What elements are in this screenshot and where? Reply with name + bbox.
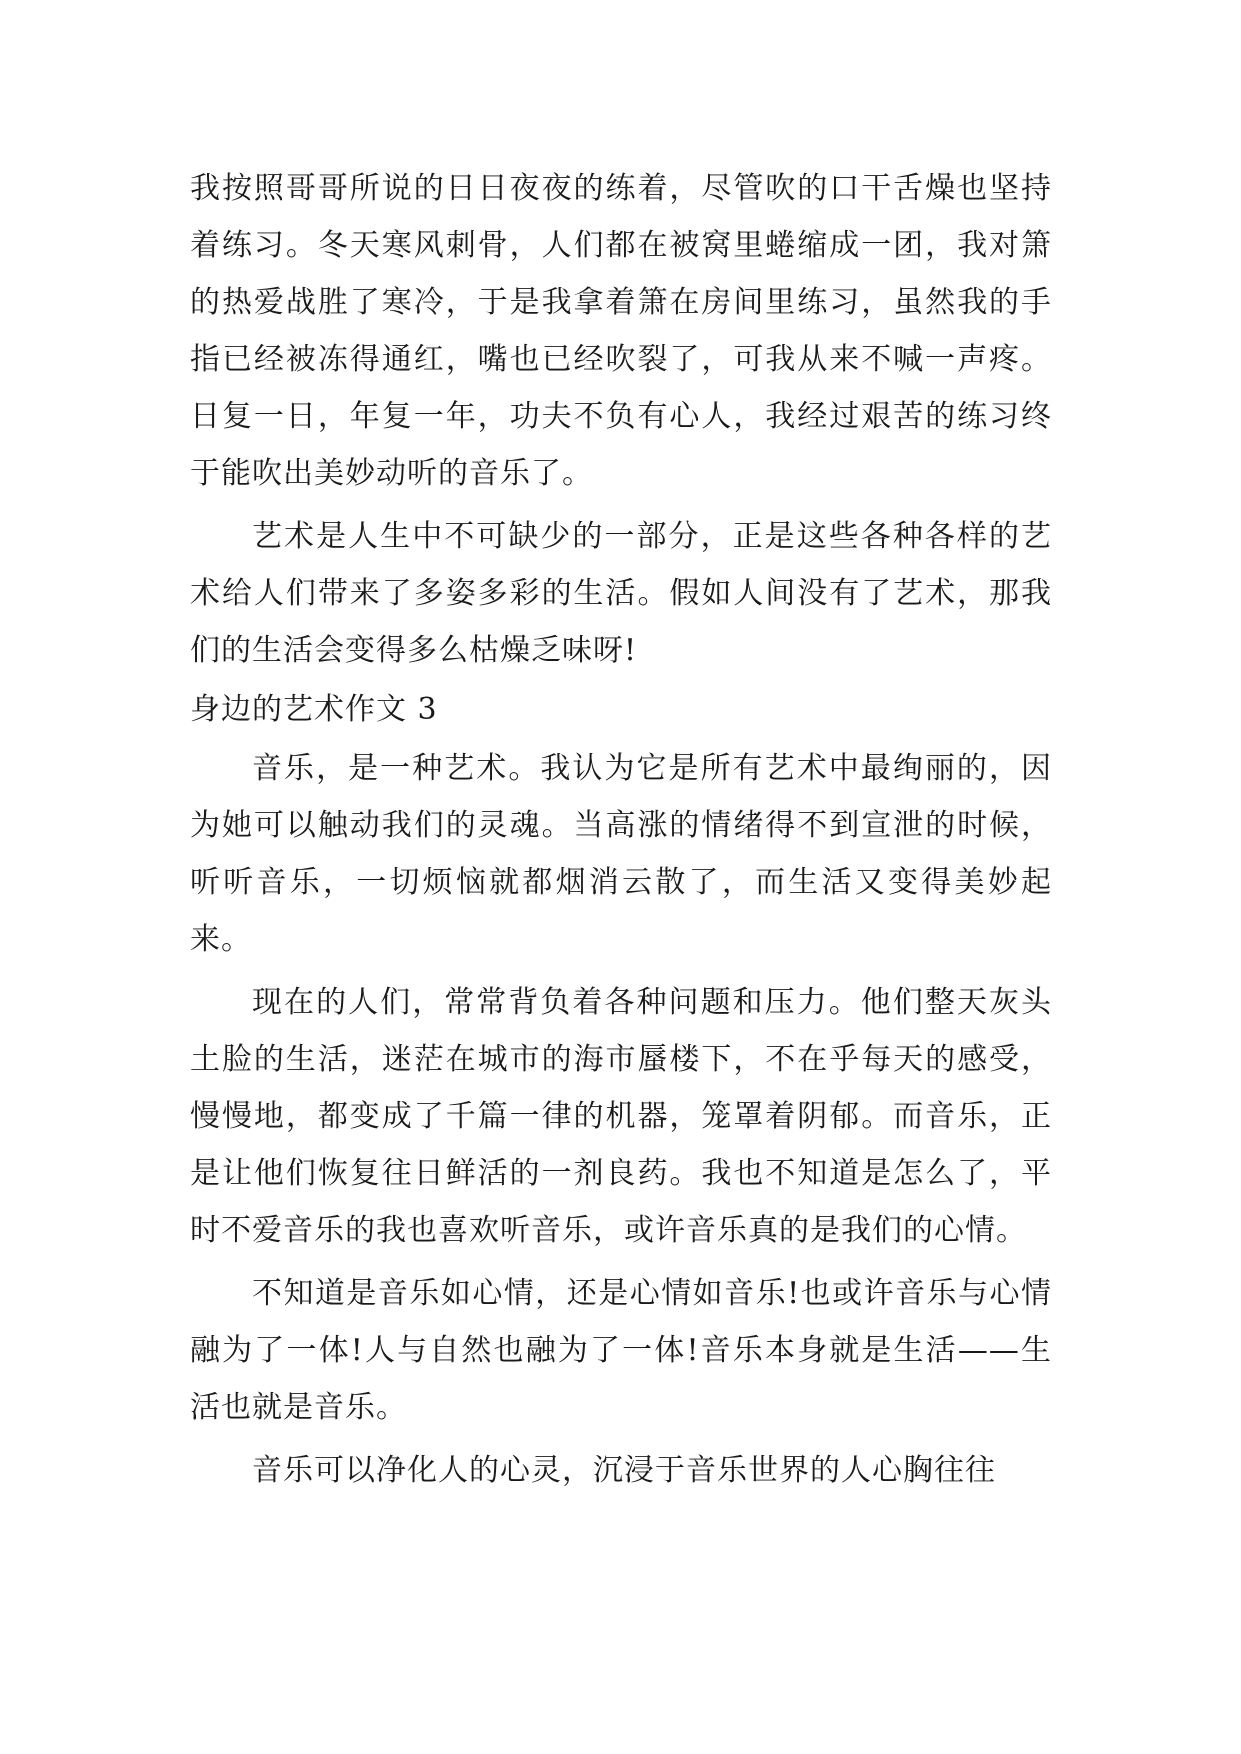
paragraph-music-purify: 音乐可以净化人的心灵，沉浸于音乐世界的人心胸往往 (252, 1453, 996, 1488)
paragraph-music-art: 音乐，是一种艺术。我认为它是所有艺术中最绚丽的，因为她可以触动我们的灵魂。当高涨的情绪得不到宣泄的时候，听听音乐，一切烦恼就都烟消云散了，而生活又变得美妙起来。 (190, 751, 1052, 957)
paragraph-practice: 我按照哥哥所说的日日夜夜的练着，尽管吹的口干舌燥也坚持着练习。冬天寒风刺骨，人们都在被窝里蜷缩成一团，我对箫的热爱战胜了寒冷，于是我拿着箫在房间里练习，虽然我的手指已经被冻得通红，嘴也已经吹裂了，可我从来不喊一声疼。日复一日，年复一年，功夫不负有心人，我经过艰苦的练习终于能吹出美妙动听的音乐了。 (190, 171, 1052, 491)
document-page (190, 160, 1052, 1499)
paragraph-art-importance: 艺术是人生中不可缺少的一部分，正是这些各种各样的艺术给人们带来了多姿多彩的生活。假如人间没有了艺术，那我们的生活会变得多么枯燥乏味呀! (190, 519, 1052, 668)
paragraph-music-mood: 不知道是音乐如心情，还是心情如音乐!也或许音乐与心情融为了一体!人与自然也融为了一体!音乐本身就是生活——生活也就是音乐。 (190, 1276, 1052, 1425)
paragraph-modern-people: 现在的人们，常常背负着各种问题和压力。他们整天灰头土脸的生活，迷茫在城市的海市蜃楼下，不在乎每天的感受，慢慢地，都变成了千篇一律的机器，笼罩着阴郁。而音乐，正是让他们恢复往日鲜活的一剂良药。我也不知道是怎么了，平时不爱音乐的我也喜欢听音乐，或许音乐真的是我们的心情。 (190, 985, 1052, 1248)
section-heading: 身边的艺术作文 3 (190, 692, 438, 727)
